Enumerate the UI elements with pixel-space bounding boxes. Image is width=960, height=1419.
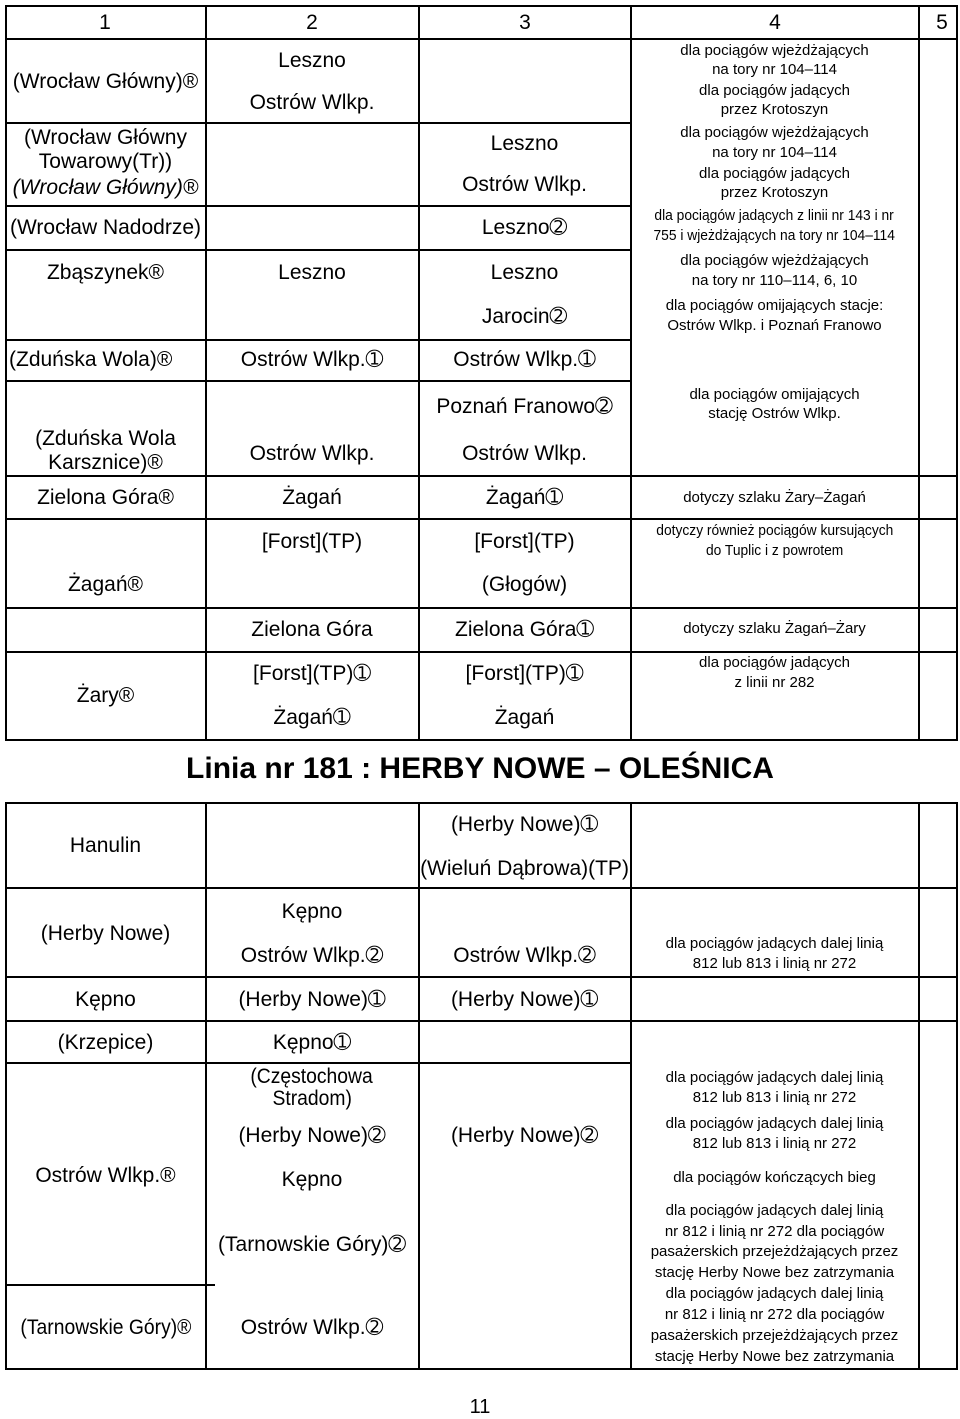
route-cell: Żagań (494, 706, 555, 729)
route-cell: Zielona Góra➀ (455, 618, 594, 641)
note-cell: dla pociągów wjeżdżających (680, 42, 869, 59)
section-title: Linia nr 181 : HERBY NOWE – OLEŚNICA (186, 752, 774, 785)
note-cell: 755 i wjeżdżających na tory nr 104–114 (653, 227, 896, 244)
station-cell: Karsznice)® (48, 451, 163, 474)
route-cell: (Herby Nowe)➀ (238, 988, 386, 1011)
page-number: 11 (469, 1396, 491, 1418)
station-cell: Hanulin (69, 834, 142, 857)
route-cell: Leszno➁ (481, 216, 568, 239)
note-cell: dla pociągów jadących dalej linią (665, 1069, 884, 1086)
route-cell: [Forst](TP) (474, 530, 575, 553)
note-cell: Ostrów Wlkp. i Poznań Franowo (667, 317, 882, 334)
note-cell: nr 812 i linią nr 272 dla pociągów (664, 1306, 885, 1323)
header-col-1: 1 (99, 11, 111, 34)
station-cell: (Herby Nowe) (40, 922, 171, 945)
station-cell: Żary® (76, 684, 135, 707)
route-cell: [Forst](TP)➀ (465, 662, 584, 685)
header-col-5: 5 (936, 11, 948, 34)
header-col-4: 4 (769, 11, 781, 34)
note-cell: stację Herby Nowe bez zatrzymania (654, 1264, 895, 1281)
route-cell: Ostrów Wlkp.➁ (240, 944, 384, 967)
note-cell: pasażerskich przejeżdżających przez (650, 1243, 899, 1260)
note-cell: z linii nr 282 (734, 674, 815, 691)
note-cell: nr 812 i linią nr 272 dla pociągów (664, 1223, 885, 1240)
route-cell: Ostrów Wlkp. (249, 91, 375, 114)
station-cell: (Krzepice) (57, 1031, 154, 1054)
route-cell: Żagań➀ (485, 486, 564, 509)
route-cell: Leszno (278, 49, 346, 72)
station-cell: Kępno (75, 988, 136, 1011)
note-cell: na tory nr 104–114 (712, 61, 837, 78)
note-cell: dla pociągów jadących z linii nr 143 i nr (654, 207, 895, 224)
station-cell: Ostrów Wlkp.® (35, 1164, 176, 1187)
station-cell: (Wrocław Nadodrze) (10, 216, 201, 239)
note-cell: dla pociągów jadących dalej linią (665, 1285, 884, 1302)
note-cell: 812 lub 813 i linią nr 272 (692, 1135, 857, 1152)
note-cell: dla pociągów jadących (699, 165, 850, 182)
note-cell: 812 lub 813 i linią nr 272 (692, 955, 857, 972)
note-cell: dla pociągów jadących dalej linią (665, 1202, 884, 1219)
route-cell: Kępno (281, 1168, 343, 1191)
note-cell: 812 lub 813 i linią nr 272 (692, 1089, 857, 1106)
station-cell: (Wrocław Główny)® (12, 70, 199, 93)
header-col-3: 3 (519, 11, 531, 34)
route-cell: Leszno (278, 261, 346, 284)
route-cell: Stradom) (272, 1087, 352, 1110)
note-cell: dla pociągów wjeżdżających (680, 124, 869, 141)
station-cell: Zbąszynek® (46, 261, 165, 284)
route-cell: Kępno (281, 900, 343, 923)
route-cell: Żagań (282, 486, 342, 509)
note-cell: przez Krotoszyn (720, 101, 829, 118)
route-cell: Leszno (490, 132, 559, 155)
note-cell: dla pociągów kończących bieg (673, 1169, 876, 1186)
route-cell: (Tarnowskie Góry)➁ (218, 1233, 406, 1256)
note-cell: dotyczy również pociągów kursujących (655, 522, 894, 539)
note-cell: dotyczy szlaku Żary–Żagań (683, 489, 866, 506)
station-cell: Zielona Góra® (37, 486, 174, 509)
route-cell: Ostrów Wlkp.➀ (240, 348, 384, 371)
route-cell: (Wieluń Dąbrowa)(TP) (420, 857, 629, 880)
note-cell: pasażerskich przejeżdżających przez (650, 1327, 899, 1344)
note-cell: dotyczy szlaku Żagań–Żary (683, 620, 866, 637)
station-cell: (Tarnowskie Góry)® (20, 1316, 191, 1339)
note-cell: dla pociągów jadących (699, 82, 850, 99)
route-cell: (Herby Nowe)➀ (450, 988, 599, 1011)
header-col-2: 2 (306, 11, 318, 34)
station-cell: Towarowy(Tr)) (38, 150, 173, 173)
route-cell: (Herby Nowe)➁ (238, 1124, 386, 1147)
note-cell: dla pociągów omijających (689, 386, 860, 403)
route-cell: Ostrów Wlkp. (462, 442, 587, 465)
route-cell: Jarocin➁ (481, 305, 568, 328)
note-cell: dla pociągów omijających stacje: (665, 297, 884, 314)
route-cell: Żagań➀ (273, 706, 351, 729)
route-cell: [Forst](TP)➀ (253, 662, 371, 685)
route-cell: (Głogów) (481, 573, 568, 596)
note-cell: dla pociągów jadących dalej linią (665, 1115, 884, 1132)
note-cell: dla pociągów jadących (699, 654, 850, 671)
route-cell: (Herby Nowe)➀ (450, 813, 599, 836)
station-cell: (Zduńska Wola (35, 427, 176, 450)
note-cell: do Tuplic i z powrotem (705, 542, 844, 559)
station-cell: (Zduńska Wola)® (9, 348, 173, 371)
note-cell: stację Ostrów Wlkp. (708, 405, 841, 422)
route-cell: Leszno (490, 261, 559, 284)
note-cell: przez Krotoszyn (720, 184, 829, 201)
route-cell: Ostrów Wlkp.➀ (453, 348, 596, 371)
route-cell: Kępno➀ (272, 1031, 352, 1054)
note-cell: dla pociągów jadących dalej linią (665, 935, 884, 952)
station-cell: (Wrocław Główny (24, 126, 187, 149)
route-cell: Ostrów Wlkp.➁ (240, 1316, 384, 1339)
route-cell: Ostrów Wlkp. (249, 442, 375, 465)
note-cell: stację Herby Nowe bez zatrzymania (654, 1348, 895, 1365)
route-cell: Ostrów Wlkp. (462, 173, 587, 196)
note-cell: dla pociągów wjeżdżających (680, 252, 869, 269)
route-cell: Poznań Franowo➁ (436, 395, 613, 418)
route-cell: Ostrów Wlkp.➁ (453, 944, 596, 967)
route-cell: Zielona Góra (251, 618, 373, 641)
station-cell: Żagań® (67, 573, 144, 596)
station-cell: (Wrocław Główny)® (12, 176, 199, 199)
route-cell: (Częstochowa (250, 1065, 374, 1088)
route-cell: (Herby Nowe)➁ (450, 1124, 599, 1147)
route-cell: [Forst](TP) (261, 530, 363, 553)
note-cell: na tory nr 104–114 (712, 144, 837, 161)
note-cell: na tory nr 110–114, 6, 10 (691, 272, 858, 289)
